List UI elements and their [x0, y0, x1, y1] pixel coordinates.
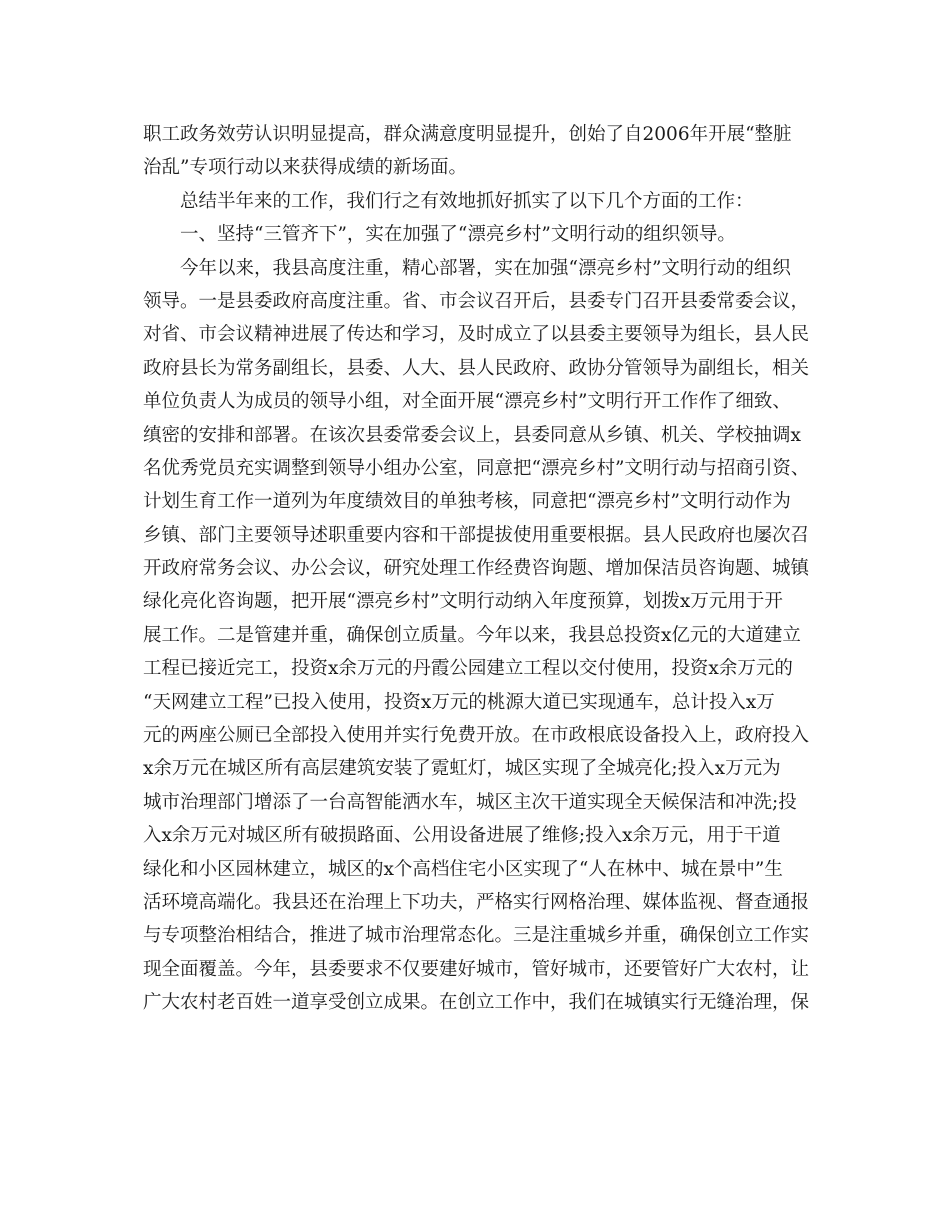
text-line: 对省、市会议精神进展了传达和学习，及时成立了以县委主要领导为组长，县人民 [143, 324, 810, 346]
text-line: 单位负责人为成员的领导小组，对全面开展“漂亮乡村”文明行开工作作了细致、 [143, 391, 791, 413]
paragraph-start-line: 总结半年来的工作，我们行之有效地抓好抓实了以下几个方面的工作： [180, 190, 754, 212]
text-line: 绿化和小区园林建立，城区的x个高档住宅小区实现了“人在林中、城在景中”生 [143, 858, 783, 880]
text-line: 城市治理部门增添了一台高智能洒水车，城区主次干道实现全天候保洁和冲洗;投 [143, 791, 797, 813]
text-line: “天网建立工程”已投入使用，投资x万元的桃源大道已实现通车，总计投入x万 [143, 691, 775, 713]
text-line: 开政府常务会议、办公会议，研究处理工作经费咨询题、增加保洁员咨询题、城镇 [143, 558, 810, 580]
text-line: 名优秀党员充实调整到领导小组办公室，同意把“漂亮乡村”文明行动与招商引资、 [143, 457, 810, 479]
document-body [143, 118, 823, 1020]
text-line: 治乱”专项行动以来获得成绩的新场面。 [143, 157, 467, 179]
text-line: 缜密的安排和部署。在该次县委常委会议上，县委同意从乡镇、机关、学校抽调x [143, 424, 801, 446]
text-line: x余万元在城区所有高层建筑安装了霓虹灯，城区实现了全城亮化;投入x万元为 [143, 758, 781, 780]
text-line: 乡镇、部门主要领导述职重要内容和干部提拔使用重要根据。县人民政府也屡次召 [143, 524, 810, 546]
text-line: 展工作。二是管建并重，确保创立质量。今年以来，我县总投资x亿元的大道建立 [143, 624, 801, 646]
text-line: 领导。一是县委政府高度注重。省、市会议召开后，县委专门召开县委常委会议， [143, 290, 810, 312]
section-heading: 一、坚持“三管齐下”，实在加强了“漂亮乡村”文明行动的组织领导。 [180, 224, 736, 246]
text-line: 职工政务效劳认识明显提高，群众满意度明显提升，创始了自2006年开展“整脏 [143, 124, 792, 145]
text-line: 元的两座公厕已全部投入使用并实行免费开放。在市政根底设备投入上，政府投入 [143, 725, 810, 747]
text-line: 绿化亮化咨询题，把开展“漂亮乡村”文明行动纳入年度预算，划拨x万元用于开 [143, 591, 783, 613]
paragraph-start-line: 今年以来，我县高度注重，精心部署，实在加强“漂亮乡村”文明行动的组织 [180, 257, 791, 279]
text-line: 入x余万元对城区所有破损路面、公用设备进展了维修;投入x余万元，用于干道 [143, 825, 781, 847]
text-line: 政府县长为常务副组长，县委、人大、县人民政府、政协分管领导为副组长，相关 [143, 357, 810, 379]
text-line: 现全面覆盖。今年，县委要求不仅要建好城市，管好城市，还要管好广大农村，让 [143, 958, 810, 980]
text-line: 与专项整治相结合，推进了城市治理常态化。三是注重城乡并重，确保创立工作实 [143, 925, 810, 947]
text-line: 广大农村老百姓一道享受创立成果。在创立工作中，我们在城镇实行无缝治理，保 [143, 992, 810, 1014]
text-line: 计划生育工作一道列为年度绩效目的单独考核，同意把“漂亮乡村”文明行动作为 [143, 491, 791, 513]
text-line: 活环境高端化。我县还在治理上下功夫，严格实行网格治理、媒体监视、督查通报 [143, 891, 810, 913]
text-line: 工程已接近完工，投资x余万元的丹霞公园建立工程以交付使用，投资x余万元的 [143, 658, 793, 680]
